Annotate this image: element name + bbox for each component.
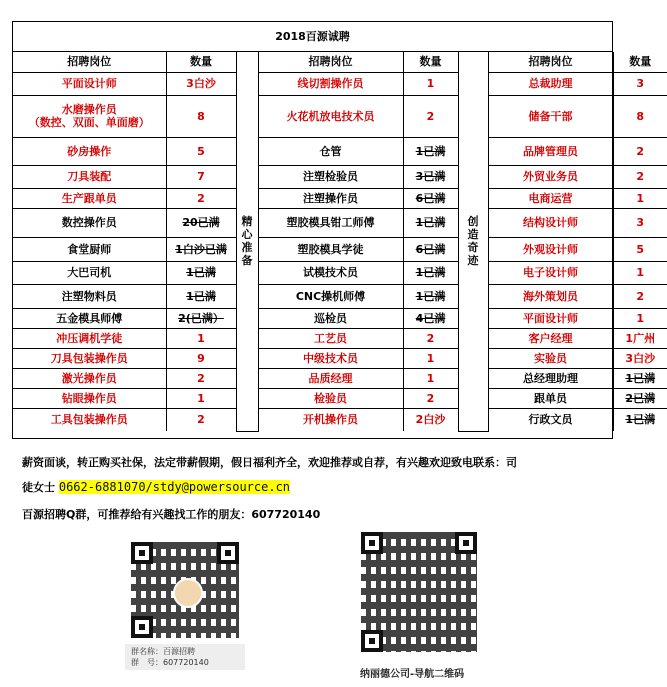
table-row <box>13 72 667 95</box>
table-row <box>13 284 667 308</box>
header-quantity: 数量 <box>613 52 667 72</box>
job-quantity: 1已满 <box>166 261 236 284</box>
job-quantity: 2 <box>613 165 667 188</box>
qq-group-qr-card <box>125 538 245 670</box>
job-position: 外贸业务员 <box>488 165 613 188</box>
job-quantity: 1已满 <box>613 408 667 431</box>
job-quantity: 2白沙 <box>403 408 458 431</box>
table-row <box>13 95 667 137</box>
header-quantity: 数量 <box>166 52 236 72</box>
job-quantity: 1已满 <box>613 368 667 388</box>
table-row <box>13 208 667 237</box>
job-position: 注塑操作员 <box>258 188 403 208</box>
job-quantity: 1已满 <box>166 284 236 308</box>
job-quantity: 20已满 <box>166 208 236 237</box>
job-position: 储备干部 <box>488 95 613 137</box>
job-quantity: 5 <box>613 237 667 261</box>
job-position: 海外策划员 <box>488 284 613 308</box>
job-position: 注塑物料员 <box>13 284 166 308</box>
job-quantity: 2 <box>403 388 458 408</box>
job-quantity: 3 <box>613 72 667 95</box>
footer-qq-group: 百源招聘Q群，可推荐给有兴趣找工作的朋友：607720140 <box>22 508 321 521</box>
avatar-icon <box>173 578 203 608</box>
table-row <box>13 137 667 165</box>
table-row <box>13 388 667 408</box>
job-quantity: 6已满 <box>403 188 458 208</box>
job-quantity: 1 <box>613 188 667 208</box>
job-position: 大巴司机 <box>13 261 166 284</box>
page-title: 2018百源诚聘 <box>13 22 612 52</box>
job-quantity: 1白沙已满 <box>166 237 236 261</box>
table-row <box>13 308 667 328</box>
job-quantity: 2 <box>403 95 458 137</box>
job-quantity: 8 <box>166 95 236 137</box>
job-quantity: 1 <box>166 388 236 408</box>
job-quantity: 4已满 <box>403 308 458 328</box>
job-position: 总经理助理 <box>488 368 613 388</box>
job-quantity: 1已满 <box>403 261 458 284</box>
job-quantity: 2已满 <box>613 388 667 408</box>
job-quantity: 1已满 <box>403 208 458 237</box>
footer-benefits: 薪资面谈，转正购买社保，法定带薪假期，假日福利齐全，欢迎推荐或自荐，有兴趣欢迎致电联系：司 <box>22 456 517 469</box>
job-position: 水磨操作员 （数控、双面、单面磨） <box>13 95 166 137</box>
job-position: 巡检员 <box>258 308 403 328</box>
job-position: 仓管 <box>258 137 403 165</box>
job-quantity: 3白沙 <box>166 72 236 95</box>
job-quantity: 5 <box>166 137 236 165</box>
job-quantity: 6已满 <box>403 237 458 261</box>
job-quantity: 2 <box>166 408 236 431</box>
job-position: 开机操作员 <box>258 408 403 431</box>
table-row <box>13 348 667 368</box>
job-quantity: 3白沙 <box>613 348 667 368</box>
job-position: 冲压调机学徒 <box>13 328 166 348</box>
table-row <box>13 165 667 188</box>
job-position: 电商运营 <box>488 188 613 208</box>
job-position: 食堂厨师 <box>13 237 166 261</box>
job-position: 总裁助理 <box>488 72 613 95</box>
job-position: 实验员 <box>488 348 613 368</box>
header-position: 招聘岗位 <box>258 52 403 72</box>
table-row <box>13 188 667 208</box>
job-quantity: 2(已满） <box>166 308 236 328</box>
qr-code-icon <box>361 532 477 652</box>
job-position: 外观设计师 <box>488 237 613 261</box>
job-position: 注塑检验员 <box>258 165 403 188</box>
job-quantity: 1广州 <box>613 328 667 348</box>
table-row <box>13 408 667 431</box>
job-quantity: 2 <box>613 284 667 308</box>
job-position: 检验员 <box>258 388 403 408</box>
slogan-vertical-right: 创造奇迹 <box>458 52 488 431</box>
job-position: 刀具包装操作员 <box>13 348 166 368</box>
job-quantity: 1已满 <box>403 137 458 165</box>
job-quantity: 2 <box>166 368 236 388</box>
qr-group-name: 群名称：百源招聘 <box>131 647 195 656</box>
header-quantity: 数量 <box>403 52 458 72</box>
job-quantity: 2 <box>613 137 667 165</box>
job-position: 平面设计师 <box>488 308 613 328</box>
recruitment-table <box>13 52 667 432</box>
job-position: 刀具装配 <box>13 165 166 188</box>
job-position: 生产跟单员 <box>13 188 166 208</box>
table-row <box>13 261 667 284</box>
job-position: CNC操机师傅 <box>258 284 403 308</box>
job-position: 线切割操作员 <box>258 72 403 95</box>
job-quantity: 1 <box>403 368 458 388</box>
navigation-qr-card <box>357 528 482 658</box>
recruitment-sheet <box>12 21 656 439</box>
job-quantity: 3 <box>613 208 667 237</box>
job-position: 跟单员 <box>488 388 613 408</box>
job-quantity: 3已满 <box>403 165 458 188</box>
job-quantity: 9 <box>166 348 236 368</box>
contact-info[interactable]: 0662-6881070/stdy@powersource.cn <box>58 480 291 494</box>
job-position: 五金模具师傅 <box>13 308 166 328</box>
job-quantity: 1 <box>403 348 458 368</box>
job-position: 客户经理 <box>488 328 613 348</box>
job-position: 品牌管理员 <box>488 137 613 165</box>
footer-contact-line <box>22 479 290 495</box>
job-quantity: 2 <box>403 328 458 348</box>
job-position: 行政文员 <box>488 408 613 431</box>
job-position: 塑胶模具钳工师傅 <box>258 208 403 237</box>
job-position: 火花机放电技术员 <box>258 95 403 137</box>
job-position: 激光操作员 <box>13 368 166 388</box>
slogan-vertical-left: 精心准备 <box>236 52 258 431</box>
table-row <box>13 328 667 348</box>
table-row <box>13 237 667 261</box>
job-position: 数控操作员 <box>13 208 166 237</box>
job-position: 中级技术员 <box>258 348 403 368</box>
qr-code-icon <box>131 542 239 638</box>
header-position: 招聘岗位 <box>13 52 166 72</box>
job-quantity: 1已满 <box>403 284 458 308</box>
job-position: 工具包装操作员 <box>13 408 166 431</box>
job-quantity: 8 <box>613 95 667 137</box>
job-position: 品质经理 <box>258 368 403 388</box>
footer-contact-prefix: 徒女士 <box>22 481 55 494</box>
job-position: 钻眼操作员 <box>13 388 166 408</box>
job-quantity: 1 <box>166 328 236 348</box>
job-quantity: 1 <box>403 72 458 95</box>
job-position: 试模技术员 <box>258 261 403 284</box>
job-quantity: 1 <box>613 308 667 328</box>
table-row <box>13 368 667 388</box>
job-quantity: 2 <box>166 188 236 208</box>
job-quantity: 1 <box>613 261 667 284</box>
job-position: 电子设计师 <box>488 261 613 284</box>
qr-group-number: 群 号：607720140 <box>131 658 209 667</box>
job-position: 工艺员 <box>258 328 403 348</box>
job-position: 塑胶模具学徒 <box>258 237 403 261</box>
job-quantity: 7 <box>166 165 236 188</box>
job-position: 砂房操作 <box>13 137 166 165</box>
qr-caption: 纳丽德公司-导航二维码 <box>360 669 465 680</box>
header-position: 招聘岗位 <box>488 52 613 72</box>
job-position: 平面设计师 <box>13 72 166 95</box>
job-position: 结构设计师 <box>488 208 613 237</box>
